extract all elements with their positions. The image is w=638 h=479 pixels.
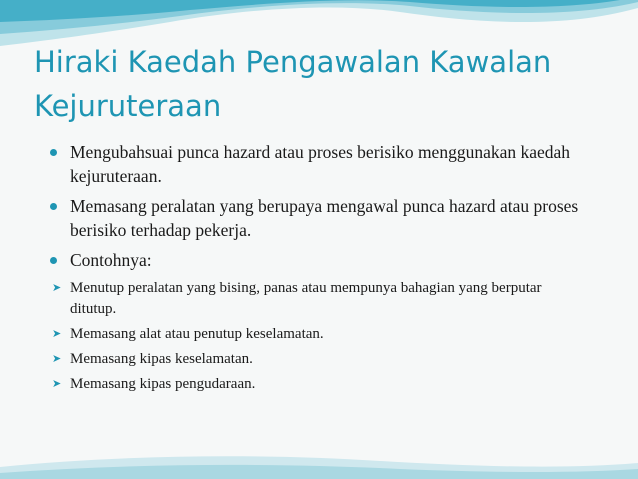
bullet-item (50, 194, 580, 242)
sub-bullet-text: Menutup peralatan yang bising, panas atau mempunya bahagian yang berputar ditutup. (70, 280, 542, 317)
bullet-text: Contohnya: (70, 250, 152, 270)
arrow-bullet-icon: ➤ (52, 378, 62, 390)
bullet-dot-icon (50, 149, 57, 156)
sub-bullet-item (50, 278, 580, 320)
arrow-bullet-icon: ➤ (52, 353, 62, 365)
bottom-wave-decoration (0, 449, 638, 479)
bullet-dot-icon (50, 203, 57, 210)
bullet-text: Memasang peralatan yang berupaya mengawal punca hazard atau proses berisiko terhadap pekerja. (70, 196, 579, 240)
bullet-item (50, 140, 580, 188)
sub-bullet-text: Memasang kipas pengudaraan. (70, 376, 256, 392)
arrow-bullet-icon: ➤ (52, 328, 62, 340)
sub-bullet-text: Memasang kipas keselamatan. (70, 351, 253, 367)
sub-bullet-list (50, 278, 580, 395)
arrow-bullet-icon: ➤ (52, 282, 62, 294)
sub-bullet-item (50, 324, 580, 345)
sub-bullet-item (50, 349, 580, 370)
bullet-text: Mengubahsuai punca hazard atau proses berisiko menggunakan kaedah kejuruteraan. (70, 142, 571, 186)
bullet-dot-icon (50, 257, 57, 264)
sub-bullet-text: Memasang alat atau penutup keselamatan. (70, 326, 324, 342)
bullet-item (50, 248, 580, 272)
sub-bullet-item (50, 374, 580, 395)
slide-title: Hiraki Kaedah Pengawalan Kawalan Kejuruteraan (34, 45, 552, 123)
slide-content (50, 140, 580, 399)
